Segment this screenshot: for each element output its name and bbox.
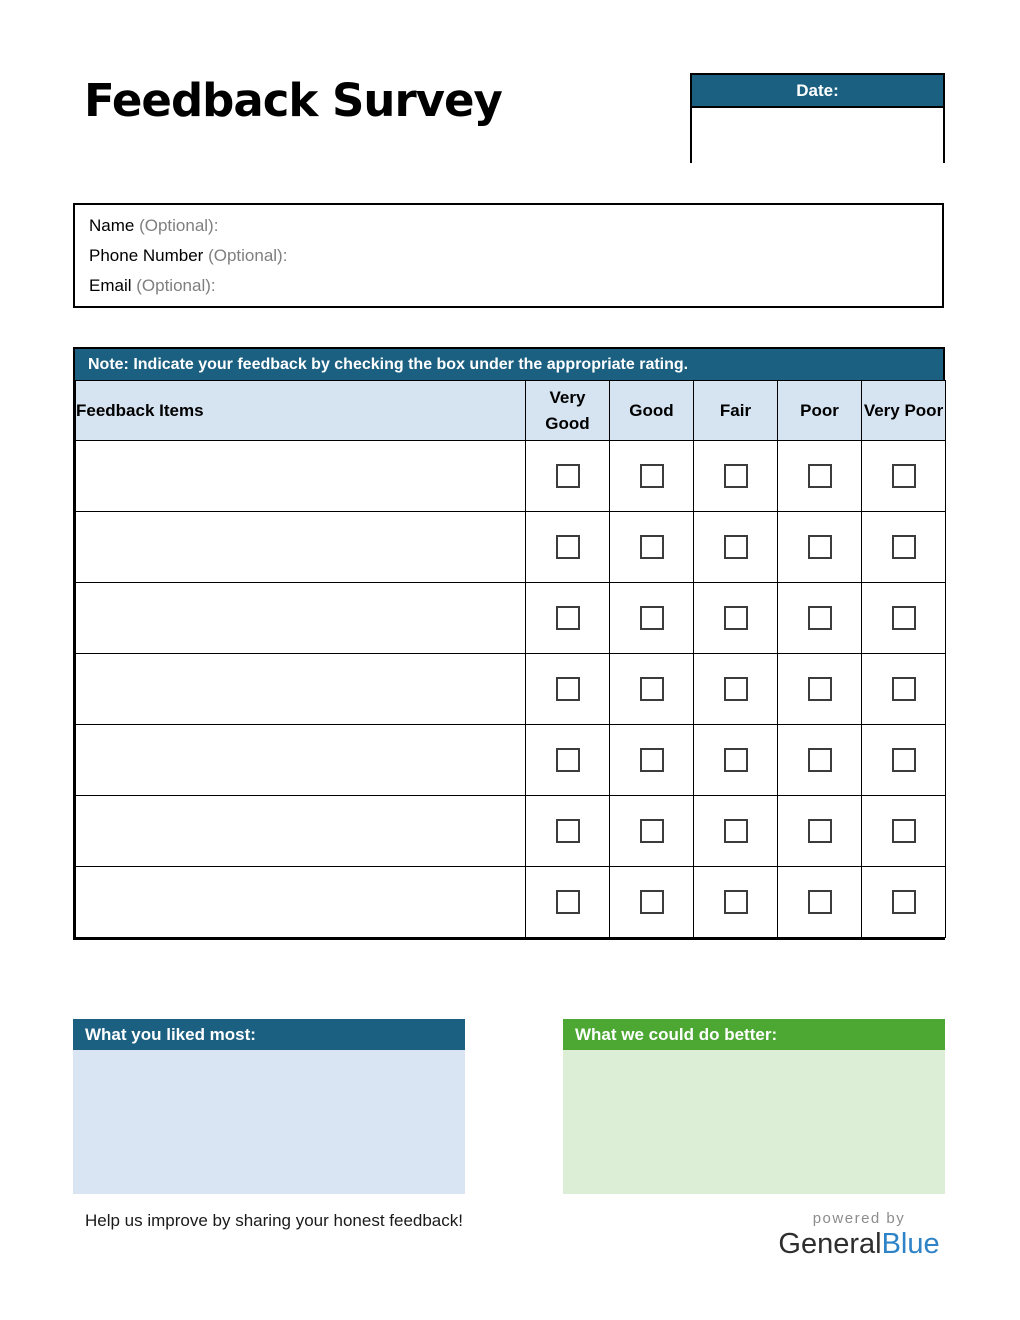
brand-block <box>775 1210 943 1259</box>
rating-cell <box>694 512 778 583</box>
rating-checkbox[interactable] <box>892 819 916 843</box>
table-row <box>76 654 946 725</box>
rating-checkbox[interactable] <box>724 535 748 559</box>
date-box <box>690 73 945 163</box>
table-row <box>76 796 946 867</box>
rating-table <box>75 380 946 938</box>
page-title: Feedback Survey <box>84 74 502 127</box>
rating-checkbox[interactable] <box>724 819 748 843</box>
rating-checkbox[interactable] <box>892 677 916 701</box>
feedback-items-header: Feedback Items <box>76 381 526 441</box>
rating-checkbox[interactable] <box>892 890 916 914</box>
feedback-item-cell[interactable] <box>76 725 526 796</box>
rating-cell <box>526 512 610 583</box>
rating-cell <box>526 583 610 654</box>
rating-cell <box>862 583 946 654</box>
rating-checkbox[interactable] <box>724 890 748 914</box>
rating-cell <box>610 867 694 938</box>
do-better-input-area[interactable] <box>563 1050 945 1194</box>
powered-by-label: powered by <box>812 1210 906 1227</box>
date-label: Date: <box>692 75 943 108</box>
feedback-item-cell[interactable] <box>76 512 526 583</box>
rating-table-block <box>73 347 945 940</box>
email-optional-label: (Optional): <box>131 276 216 295</box>
rating-header-poor: Poor <box>778 381 862 441</box>
feedback-item-cell[interactable] <box>76 867 526 938</box>
rating-cell <box>778 583 862 654</box>
name-field[interactable] <box>89 211 928 241</box>
rating-cell <box>778 725 862 796</box>
rating-checkbox[interactable] <box>640 464 664 488</box>
rating-cell <box>610 796 694 867</box>
table-row <box>76 867 946 938</box>
liked-most-title: What you liked most: <box>73 1019 465 1050</box>
rating-checkbox[interactable] <box>724 677 748 701</box>
rating-cell <box>610 725 694 796</box>
rating-cell <box>526 867 610 938</box>
liked-most-input-area[interactable] <box>73 1050 465 1194</box>
table-row <box>76 512 946 583</box>
rating-cell <box>526 654 610 725</box>
feedback-item-cell[interactable] <box>76 583 526 654</box>
rating-cell <box>694 654 778 725</box>
rating-checkbox[interactable] <box>556 677 580 701</box>
rating-checkbox[interactable] <box>640 677 664 701</box>
rating-checkbox[interactable] <box>892 464 916 488</box>
email-label: Email <box>89 276 132 295</box>
do-better-title: What we could do better: <box>563 1019 945 1050</box>
rating-table-body <box>76 441 946 938</box>
rating-cell <box>862 654 946 725</box>
rating-checkbox[interactable] <box>556 464 580 488</box>
table-row <box>76 583 946 654</box>
brand-general: General <box>778 1228 882 1260</box>
rating-cell <box>778 441 862 512</box>
rating-cell <box>862 867 946 938</box>
rating-cell <box>778 796 862 867</box>
rating-checkbox[interactable] <box>892 748 916 772</box>
rating-checkbox[interactable] <box>892 606 916 630</box>
feedback-item-cell[interactable] <box>76 441 526 512</box>
rating-cell <box>778 512 862 583</box>
rating-cell <box>610 512 694 583</box>
rating-checkbox[interactable] <box>556 890 580 914</box>
rating-checkbox[interactable] <box>556 819 580 843</box>
rating-cell <box>778 654 862 725</box>
rating-cell <box>694 725 778 796</box>
rating-cell <box>526 796 610 867</box>
name-label: Name <box>89 216 135 235</box>
phone-label: Phone Number <box>89 246 204 265</box>
rating-header-very-good: Very Good <box>526 381 610 441</box>
rating-checkbox[interactable] <box>640 890 664 914</box>
rating-cell <box>862 441 946 512</box>
contact-info-box <box>73 203 944 308</box>
rating-checkbox[interactable] <box>556 606 580 630</box>
rating-cell <box>862 725 946 796</box>
liked-most-box <box>73 1019 465 1194</box>
rating-checkbox[interactable] <box>808 464 832 488</box>
rating-cell <box>694 796 778 867</box>
brand-blue: Blue <box>881 1228 940 1260</box>
rating-cell <box>862 512 946 583</box>
rating-checkbox[interactable] <box>640 535 664 559</box>
table-row <box>76 725 946 796</box>
rating-cell <box>610 441 694 512</box>
rating-checkbox[interactable] <box>724 464 748 488</box>
feedback-item-cell[interactable] <box>76 654 526 725</box>
rating-header-good: Good <box>610 381 694 441</box>
rating-checkbox[interactable] <box>808 677 832 701</box>
rating-checkbox[interactable] <box>640 606 664 630</box>
rating-cell <box>526 725 610 796</box>
note-bar: Note: Indicate your feedback by checking the box under the appropriate rating. <box>75 349 943 380</box>
rating-header-very-poor: Very Poor <box>862 381 946 441</box>
rating-checkbox[interactable] <box>892 535 916 559</box>
email-field[interactable] <box>89 271 928 301</box>
rating-checkbox[interactable] <box>808 748 832 772</box>
rating-checkbox[interactable] <box>724 606 748 630</box>
phone-field[interactable] <box>89 241 928 271</box>
rating-checkbox[interactable] <box>724 748 748 772</box>
rating-checkbox[interactable] <box>556 748 580 772</box>
rating-checkbox[interactable] <box>808 535 832 559</box>
rating-cell <box>862 796 946 867</box>
general-blue-logo <box>775 1229 943 1259</box>
feedback-item-cell[interactable] <box>76 796 526 867</box>
rating-cell <box>526 441 610 512</box>
do-better-box <box>563 1019 945 1194</box>
phone-optional-label: (Optional): <box>203 246 288 265</box>
footer-message: Help us improve by sharing your honest feedback! <box>85 1211 463 1230</box>
rating-cell <box>610 583 694 654</box>
table-header-row <box>76 381 946 441</box>
date-input-area[interactable] <box>692 108 943 163</box>
rating-checkbox[interactable] <box>556 535 580 559</box>
name-optional-label: (Optional): <box>134 216 219 235</box>
rating-checkbox[interactable] <box>808 606 832 630</box>
rating-checkbox[interactable] <box>640 748 664 772</box>
rating-cell <box>778 867 862 938</box>
rating-checkbox[interactable] <box>808 890 832 914</box>
rating-cell <box>694 867 778 938</box>
rating-header-fair: Fair <box>694 381 778 441</box>
rating-checkbox[interactable] <box>640 819 664 843</box>
rating-cell <box>694 583 778 654</box>
rating-cell <box>694 441 778 512</box>
rating-checkbox[interactable] <box>808 819 832 843</box>
table-row <box>76 441 946 512</box>
rating-cell <box>610 654 694 725</box>
